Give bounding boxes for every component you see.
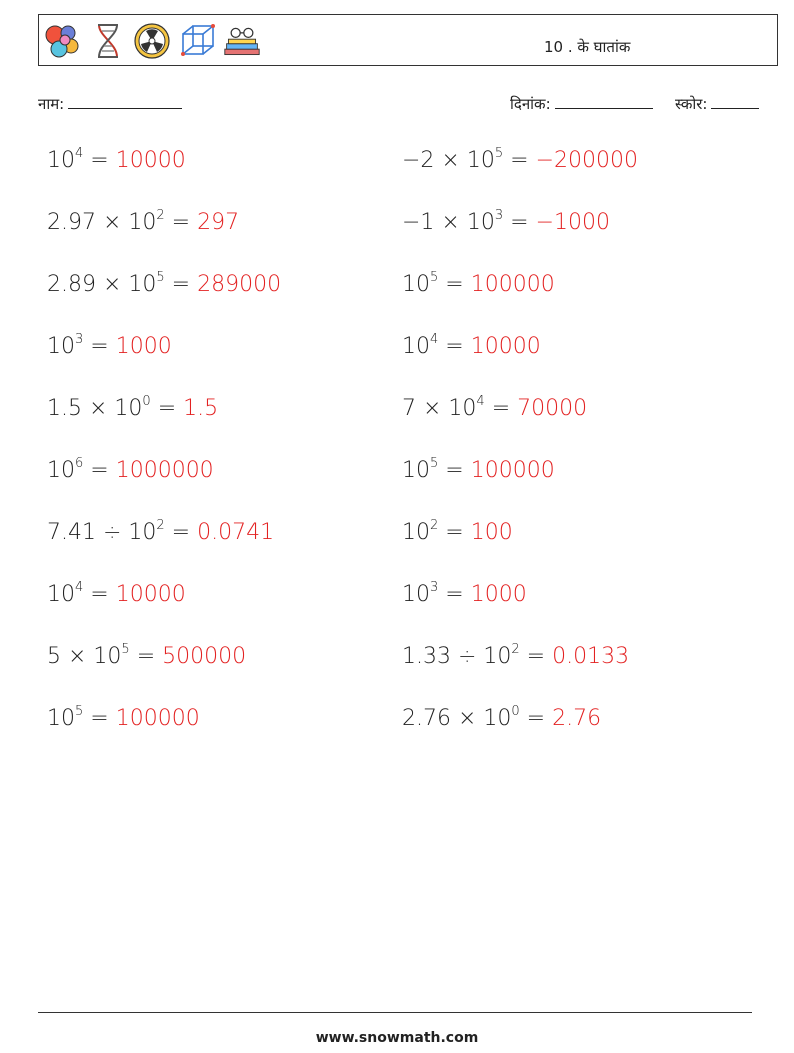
equals-sign: = (519, 706, 553, 731)
dna-icon (89, 22, 127, 60)
equals-sign: = (438, 458, 471, 483)
equals-sign: = (164, 520, 198, 545)
problem-exponent: 3 (75, 332, 84, 347)
problem-exponent: 5 (75, 704, 84, 719)
problem-base: 10 (47, 148, 75, 173)
problem-base: 10 (466, 210, 495, 235)
footer-divider (38, 1012, 752, 1013)
problem-base: 10 (128, 272, 157, 297)
problem-answer: 1.5 (183, 396, 219, 421)
problem-exponent: 3 (430, 580, 439, 595)
problem-right-2 (402, 210, 610, 235)
equals-sign: = (83, 148, 116, 173)
problem-prefix: 7 × (402, 396, 449, 421)
problem-exponent: 4 (430, 332, 439, 347)
worksheet-title: 10 . के घातांक (544, 38, 631, 56)
problem-left-7 (47, 520, 274, 545)
problem-answer: 10000 (115, 148, 186, 173)
problem-exponent: 3 (494, 208, 504, 223)
problem-left-5 (47, 396, 218, 421)
problem-exponent: 0 (142, 394, 151, 409)
problem-base: 10 (466, 148, 495, 173)
problem-answer: −200000 (535, 148, 638, 173)
equals-sign: = (503, 210, 536, 235)
date-field (510, 94, 653, 114)
problem-right-4 (402, 334, 541, 359)
problem-exponent: 4 (75, 146, 84, 161)
problem-prefix: 2.76 × (402, 706, 484, 731)
problem-prefix: 5 × (47, 644, 94, 669)
problem-base: 10 (47, 334, 75, 359)
equals-sign: = (83, 334, 116, 359)
equals-sign: = (83, 458, 116, 483)
name-blank (68, 94, 182, 109)
problem-base: 10 (128, 210, 157, 235)
problem-right-3 (402, 272, 555, 297)
problem-answer: 100000 (470, 272, 555, 297)
problem-answer: 100 (470, 520, 513, 545)
problem-left-9 (47, 644, 246, 669)
date-blank (555, 94, 653, 109)
problem-right-7 (402, 520, 513, 545)
problem-exponent: 0 (511, 704, 520, 719)
problem-answer: 1000 (470, 582, 527, 607)
problem-base: 10 (47, 582, 75, 607)
equals-sign: = (503, 148, 536, 173)
equals-sign: = (150, 396, 184, 421)
problem-base: 10 (128, 520, 157, 545)
books-glasses-icon (223, 22, 261, 60)
problem-exponent: 5 (494, 146, 504, 161)
problem-base: 10 (402, 582, 430, 607)
problem-base: 10 (402, 334, 430, 359)
problem-answer: 100000 (115, 706, 200, 731)
worksheet-header (38, 14, 778, 66)
equals-sign: = (438, 582, 471, 607)
problem-right-6 (402, 458, 555, 483)
problem-left-3 (47, 272, 281, 297)
problem-answer: 10000 (115, 582, 186, 607)
problem-answer: 0.0741 (197, 520, 275, 545)
problem-answer: 500000 (162, 644, 247, 669)
problem-prefix: 1.33 ÷ (402, 644, 484, 669)
problem-left-1 (47, 148, 186, 173)
footer-site: www.snowmath.com (315, 1030, 479, 1046)
equals-sign: = (164, 272, 198, 297)
cube-icon (179, 22, 217, 60)
equals-sign: = (83, 582, 116, 607)
problem-answer: 1000 (115, 334, 172, 359)
score-blank (711, 94, 759, 109)
problem-right-8 (402, 582, 527, 607)
problem-exponent: 6 (75, 456, 84, 471)
problem-base: 10 (402, 520, 430, 545)
problem-answer: 289000 (197, 272, 282, 297)
problem-prefix: 2.97 × (47, 210, 129, 235)
problem-exponent: 2 (156, 518, 165, 533)
equals-sign: = (484, 396, 518, 421)
colorful-circles-icon (43, 22, 81, 60)
equals-sign: = (83, 706, 116, 731)
problem-answer: 70000 (517, 396, 588, 421)
problem-exponent: 4 (476, 394, 485, 409)
name-field (38, 94, 182, 114)
problem-base: 10 (483, 706, 512, 731)
problem-prefix: 2.89 × (47, 272, 129, 297)
problem-base: 10 (114, 396, 143, 421)
problem-right-1 (402, 148, 638, 173)
problem-left-8 (47, 582, 186, 607)
equals-sign: = (438, 520, 471, 545)
problem-prefix: 7.41 ÷ (47, 520, 129, 545)
problem-answer: 1000000 (115, 458, 214, 483)
problem-prefix: 1.5 × (47, 396, 115, 421)
problem-exponent: 2 (511, 642, 520, 657)
problem-exponent: 2 (430, 518, 439, 533)
problem-right-9 (402, 644, 629, 669)
problem-prefix: −2 × (402, 148, 467, 173)
problem-exponent: 5 (430, 270, 439, 285)
equals-sign: = (438, 272, 471, 297)
problem-exponent: 5 (430, 456, 439, 471)
equals-sign: = (438, 334, 471, 359)
problem-base: 10 (448, 396, 477, 421)
radiation-icon (133, 22, 171, 60)
problem-answer: 0.0133 (552, 644, 630, 669)
problem-answer: 100000 (470, 458, 555, 483)
problem-answer: 10000 (470, 334, 541, 359)
name-label: नाम: (38, 95, 65, 113)
problem-base: 10 (402, 458, 430, 483)
problem-base: 10 (47, 706, 75, 731)
problem-exponent: 2 (156, 208, 165, 223)
problem-prefix: −1 × (402, 210, 467, 235)
problem-left-10 (47, 706, 200, 731)
problem-answer: 297 (197, 210, 240, 235)
problem-base: 10 (402, 272, 430, 297)
date-label: दिनांक: (510, 95, 551, 113)
score-field (675, 94, 759, 114)
problem-left-4 (47, 334, 172, 359)
problem-base: 10 (47, 458, 75, 483)
problem-right-10 (402, 706, 601, 731)
problem-left-2 (47, 210, 239, 235)
problem-base: 10 (483, 644, 512, 669)
problem-base: 10 (93, 644, 122, 669)
equals-sign: = (164, 210, 198, 235)
problem-exponent: 5 (121, 642, 130, 657)
problem-exponent: 4 (75, 580, 84, 595)
problem-right-5 (402, 396, 587, 421)
problem-left-6 (47, 458, 214, 483)
problem-answer: −1000 (535, 210, 610, 235)
score-label: स्कोर: (675, 95, 708, 113)
equals-sign: = (519, 644, 553, 669)
problem-exponent: 5 (156, 270, 165, 285)
equals-sign: = (129, 644, 163, 669)
problem-answer: 2.76 (552, 706, 602, 731)
